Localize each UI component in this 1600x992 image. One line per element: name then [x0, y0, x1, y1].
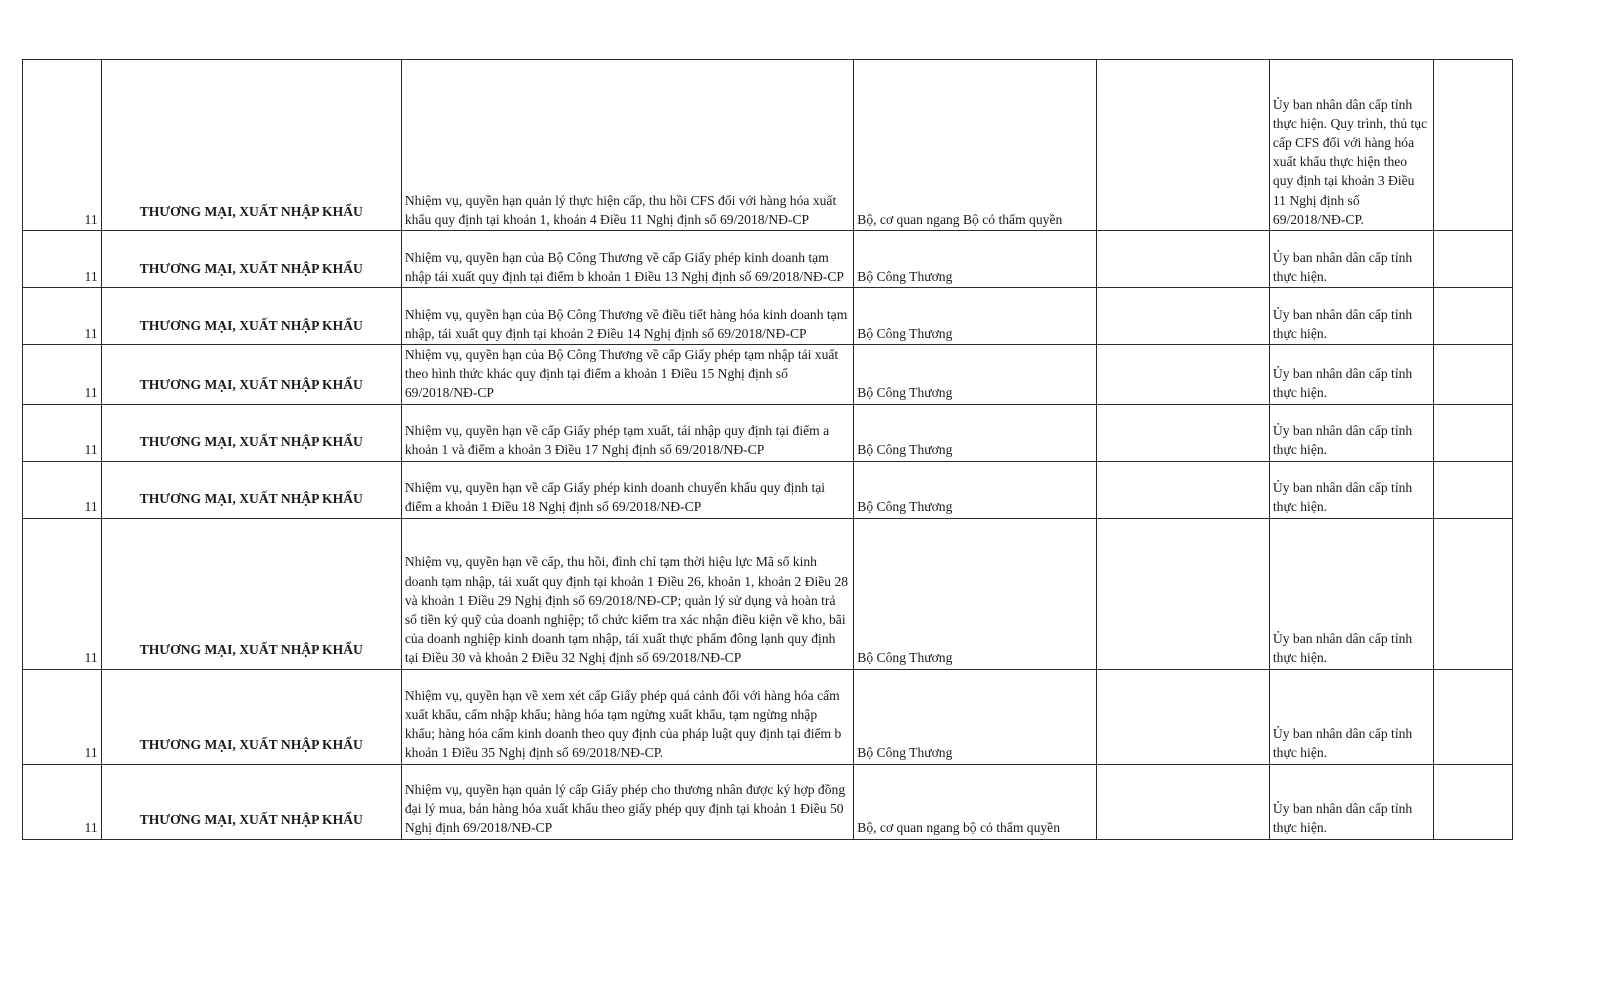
sector-label: THƯƠNG MẠI, XUẤT NHẬP KHẨU	[139, 737, 363, 753]
blank-cell-7	[1434, 461, 1513, 518]
agency-text: Bộ Công Thương	[857, 268, 953, 284]
row-number-cell	[23, 60, 102, 231]
row-number-cell	[23, 764, 102, 839]
mission-text: Nhiệm vụ, quyền hạn về cấp, thu hồi, đình chỉ tạm thời hiệu lực Mã số kinh doanh tạm nhập, tái xuất quy định tại khoản 1 Điều 26, khoản 1, khoản 2 Điều 28 và khoản 1 Điều 29 Nghị định số 69/2018/NĐ-CP; quản lý sử dụng và hoàn trả số tiền ký quỹ của doanh nghiệp; tổ chức kiểm tra xác nhận điều kiện về kho, bãi của doanh nghiệp kinh doanh tạm nhập, tái xuất thực phẩm đông lạnh quy định tại Điều 30 và khoản 2 Điều 32 Nghị định số 69/2018/NĐ-CP	[404, 554, 849, 666]
table-row	[23, 461, 1513, 518]
mission-text: Nhiệm vụ, quyền hạn quản lý thực hiện cấp, thu hồi CFS đối với hàng hóa xuất khẩu quy định tại khoản 1, khoản 4 Điều 11 Nghị định số 69/2018/NĐ-CP	[404, 192, 837, 227]
blank-cell-5	[1097, 518, 1270, 669]
blank-cell-7	[1434, 60, 1513, 231]
mission-cell	[401, 461, 853, 518]
agency-cell	[854, 669, 1097, 764]
blank-cell-5	[1097, 345, 1270, 405]
sector-cell	[101, 345, 401, 405]
table-row	[23, 404, 1513, 461]
note-cell	[1269, 404, 1433, 461]
note-cell	[1269, 231, 1433, 288]
note-cell	[1269, 518, 1433, 669]
row-number: 11	[84, 499, 98, 515]
row-number-cell	[23, 461, 102, 518]
table-row	[23, 669, 1513, 764]
row-number: 11	[84, 211, 98, 227]
note-cell	[1269, 669, 1433, 764]
agency-cell	[854, 60, 1097, 231]
sector-label: THƯƠNG MẠI, XUẤT NHẬP KHẨU	[139, 642, 363, 658]
mission-cell	[401, 60, 853, 231]
agency-text: Bộ Công Thương	[857, 499, 953, 515]
note-text: Ủy ban nhân dân cấp tỉnh thực hiện. Quy trình, thủ tục cấp CFS đối với hàng hóa xuất khẩu thực hiện theo quy định tại khoản 3 Điều 11 Nghị định số 69/2018/NĐ-CP.	[1272, 96, 1428, 227]
row-number: 11	[84, 820, 98, 836]
blank-cell-7	[1434, 669, 1513, 764]
blank-cell-5	[1097, 288, 1270, 345]
note-cell	[1269, 461, 1433, 518]
mission-text: Nhiệm vụ, quyền hạn của Bộ Công Thương về cấp Giấy phép kinh doanh tạm nhập tái xuất quy định tại điểm b khoản 1 Điều 13 Nghị định số 69/2018/NĐ-CP	[404, 249, 844, 284]
table-row	[23, 288, 1513, 345]
sector-cell	[101, 231, 401, 288]
mission-cell	[401, 345, 853, 405]
note-text: Ủy ban nhân dân cấp tỉnh thực hiện.	[1272, 726, 1413, 761]
row-number-cell	[23, 669, 102, 764]
agency-cell	[854, 461, 1097, 518]
sector-label: THƯƠNG MẠI, XUẤT NHẬP KHẨU	[139, 434, 363, 450]
row-number-cell	[23, 231, 102, 288]
row-number: 11	[84, 650, 98, 666]
blank-cell-5	[1097, 404, 1270, 461]
sector-cell	[101, 669, 401, 764]
agency-text: Bộ Công Thương	[857, 442, 953, 458]
note-text: Ủy ban nhân dân cấp tỉnh thực hiện.	[1272, 801, 1413, 836]
table-row	[23, 518, 1513, 669]
note-text: Ủy ban nhân dân cấp tỉnh thực hiện.	[1272, 423, 1413, 458]
blank-cell-5	[1097, 669, 1270, 764]
sector-label: THƯƠNG MẠI, XUẤT NHẬP KHẨU	[139, 491, 363, 507]
agency-text: Bộ, cơ quan ngang Bộ có thẩm quyền	[857, 211, 1063, 227]
table-row	[23, 345, 1513, 405]
mission-text: Nhiệm vụ, quyền hạn về cấp Giấy phép tạm xuất, tái nhập quy định tại điểm a khoản 1 và điểm a khoản 3 Điều 17 Nghị định số 69/2018/NĐ-CP	[404, 423, 830, 458]
mission-text: Nhiệm vụ, quyền hạn về xem xét cấp Giấy phép quá cảnh đối với hàng hóa cấm xuất khẩu, cấm nhập khẩu; hàng hóa tạm ngừng xuất khẩu, tạm ngừng nhập khẩu; hàng hóa cấm kinh doanh theo quy định của pháp luật quy định tại điểm b khoản 1 Điều 35 Nghị định số 69/2018/NĐ-CP.	[404, 687, 842, 761]
note-cell	[1269, 288, 1433, 345]
blank-cell-7	[1434, 764, 1513, 839]
row-number-cell	[23, 288, 102, 345]
mission-cell	[401, 231, 853, 288]
note-text: Ủy ban nhân dân cấp tỉnh thực hiện.	[1272, 306, 1413, 341]
note-cell	[1269, 60, 1433, 231]
sector-label: THƯƠNG MẠI, XUẤT NHẬP KHẨU	[139, 203, 363, 219]
table-row	[23, 60, 1513, 231]
mission-cell	[401, 669, 853, 764]
mission-text: Nhiệm vụ, quyền hạn của Bộ Công Thương về cấp Giấy phép tạm nhập tái xuất theo hình thức khác quy định tại điểm a khoản 1 Điều 15 Nghị định số 69/2018/NĐ-CP	[404, 347, 839, 401]
note-text: Ủy ban nhân dân cấp tỉnh thực hiện.	[1272, 631, 1413, 666]
note-cell	[1269, 345, 1433, 405]
sector-cell	[101, 518, 401, 669]
blank-cell-7	[1434, 518, 1513, 669]
blank-cell-5	[1097, 764, 1270, 839]
row-number: 11	[84, 442, 98, 458]
sector-label: THƯƠNG MẠI, XUẤT NHẬP KHẨU	[139, 260, 363, 276]
blank-cell-7	[1434, 404, 1513, 461]
agency-cell	[854, 288, 1097, 345]
table-row	[23, 764, 1513, 839]
row-number-cell	[23, 518, 102, 669]
blank-cell-5	[1097, 60, 1270, 231]
sector-cell	[101, 404, 401, 461]
sector-cell	[101, 461, 401, 518]
agency-cell	[854, 764, 1097, 839]
note-text: Ủy ban nhân dân cấp tỉnh thực hiện.	[1272, 366, 1413, 401]
agency-cell	[854, 404, 1097, 461]
mission-cell	[401, 764, 853, 839]
agency-text: Bộ Công Thương	[857, 745, 953, 761]
row-number: 11	[84, 268, 98, 284]
mission-text: Nhiệm vụ, quyền hạn về cấp Giấy phép kinh doanh chuyển khẩu quy định tại điểm a khoản 1 Điều 18 Nghị định số 69/2018/NĐ-CP	[404, 480, 826, 515]
mission-cell	[401, 288, 853, 345]
row-number-cell	[23, 404, 102, 461]
row-number-cell	[23, 345, 102, 405]
sector-label: THƯƠNG MẠI, XUẤT NHẬP KHẨU	[139, 317, 363, 333]
agency-text: Bộ Công Thương	[857, 385, 953, 401]
note-text: Ủy ban nhân dân cấp tỉnh thực hiện.	[1272, 249, 1413, 284]
sector-label: THƯƠNG MẠI, XUẤT NHẬP KHẨU	[139, 377, 363, 393]
table-row	[23, 231, 1513, 288]
blank-cell-7	[1434, 231, 1513, 288]
sector-label: THƯƠNG MẠI, XUẤT NHẬP KHẨU	[139, 812, 363, 828]
row-number: 11	[84, 385, 98, 401]
sector-cell	[101, 764, 401, 839]
agency-text: Bộ Công Thương	[857, 325, 953, 341]
agency-cell	[854, 518, 1097, 669]
delegation-table	[22, 59, 1513, 840]
mission-text: Nhiệm vụ, quyền hạn quản lý cấp Giấy phép cho thương nhân được ký hợp đồng đại lý mua, bán hàng hóa xuất khẩu theo giấy phép quy định tại khoản 1 Điều 50 Nghị định 69/2018/NĐ-CP	[404, 782, 846, 836]
blank-cell-5	[1097, 231, 1270, 288]
mission-cell	[401, 404, 853, 461]
mission-text: Nhiệm vụ, quyền hạn của Bộ Công Thương về điều tiết hàng hóa kinh doanh tạm nhập, tái xuất quy định tại khoản 2 Điều 14 Nghị định số 69/2018/NĐ-CP	[404, 306, 848, 341]
agency-cell	[854, 231, 1097, 288]
row-number: 11	[84, 745, 98, 761]
table-body	[23, 60, 1513, 840]
sector-cell	[101, 288, 401, 345]
blank-cell-7	[1434, 345, 1513, 405]
agency-text: Bộ, cơ quan ngang bộ có thẩm quyền	[857, 820, 1061, 836]
mission-cell	[401, 518, 853, 669]
blank-cell-7	[1434, 288, 1513, 345]
row-number: 11	[84, 325, 98, 341]
note-cell	[1269, 764, 1433, 839]
note-text: Ủy ban nhân dân cấp tỉnh thực hiện.	[1272, 480, 1413, 515]
agency-text: Bộ Công Thương	[857, 650, 953, 666]
blank-cell-5	[1097, 461, 1270, 518]
sector-cell	[101, 60, 401, 231]
agency-cell	[854, 345, 1097, 405]
